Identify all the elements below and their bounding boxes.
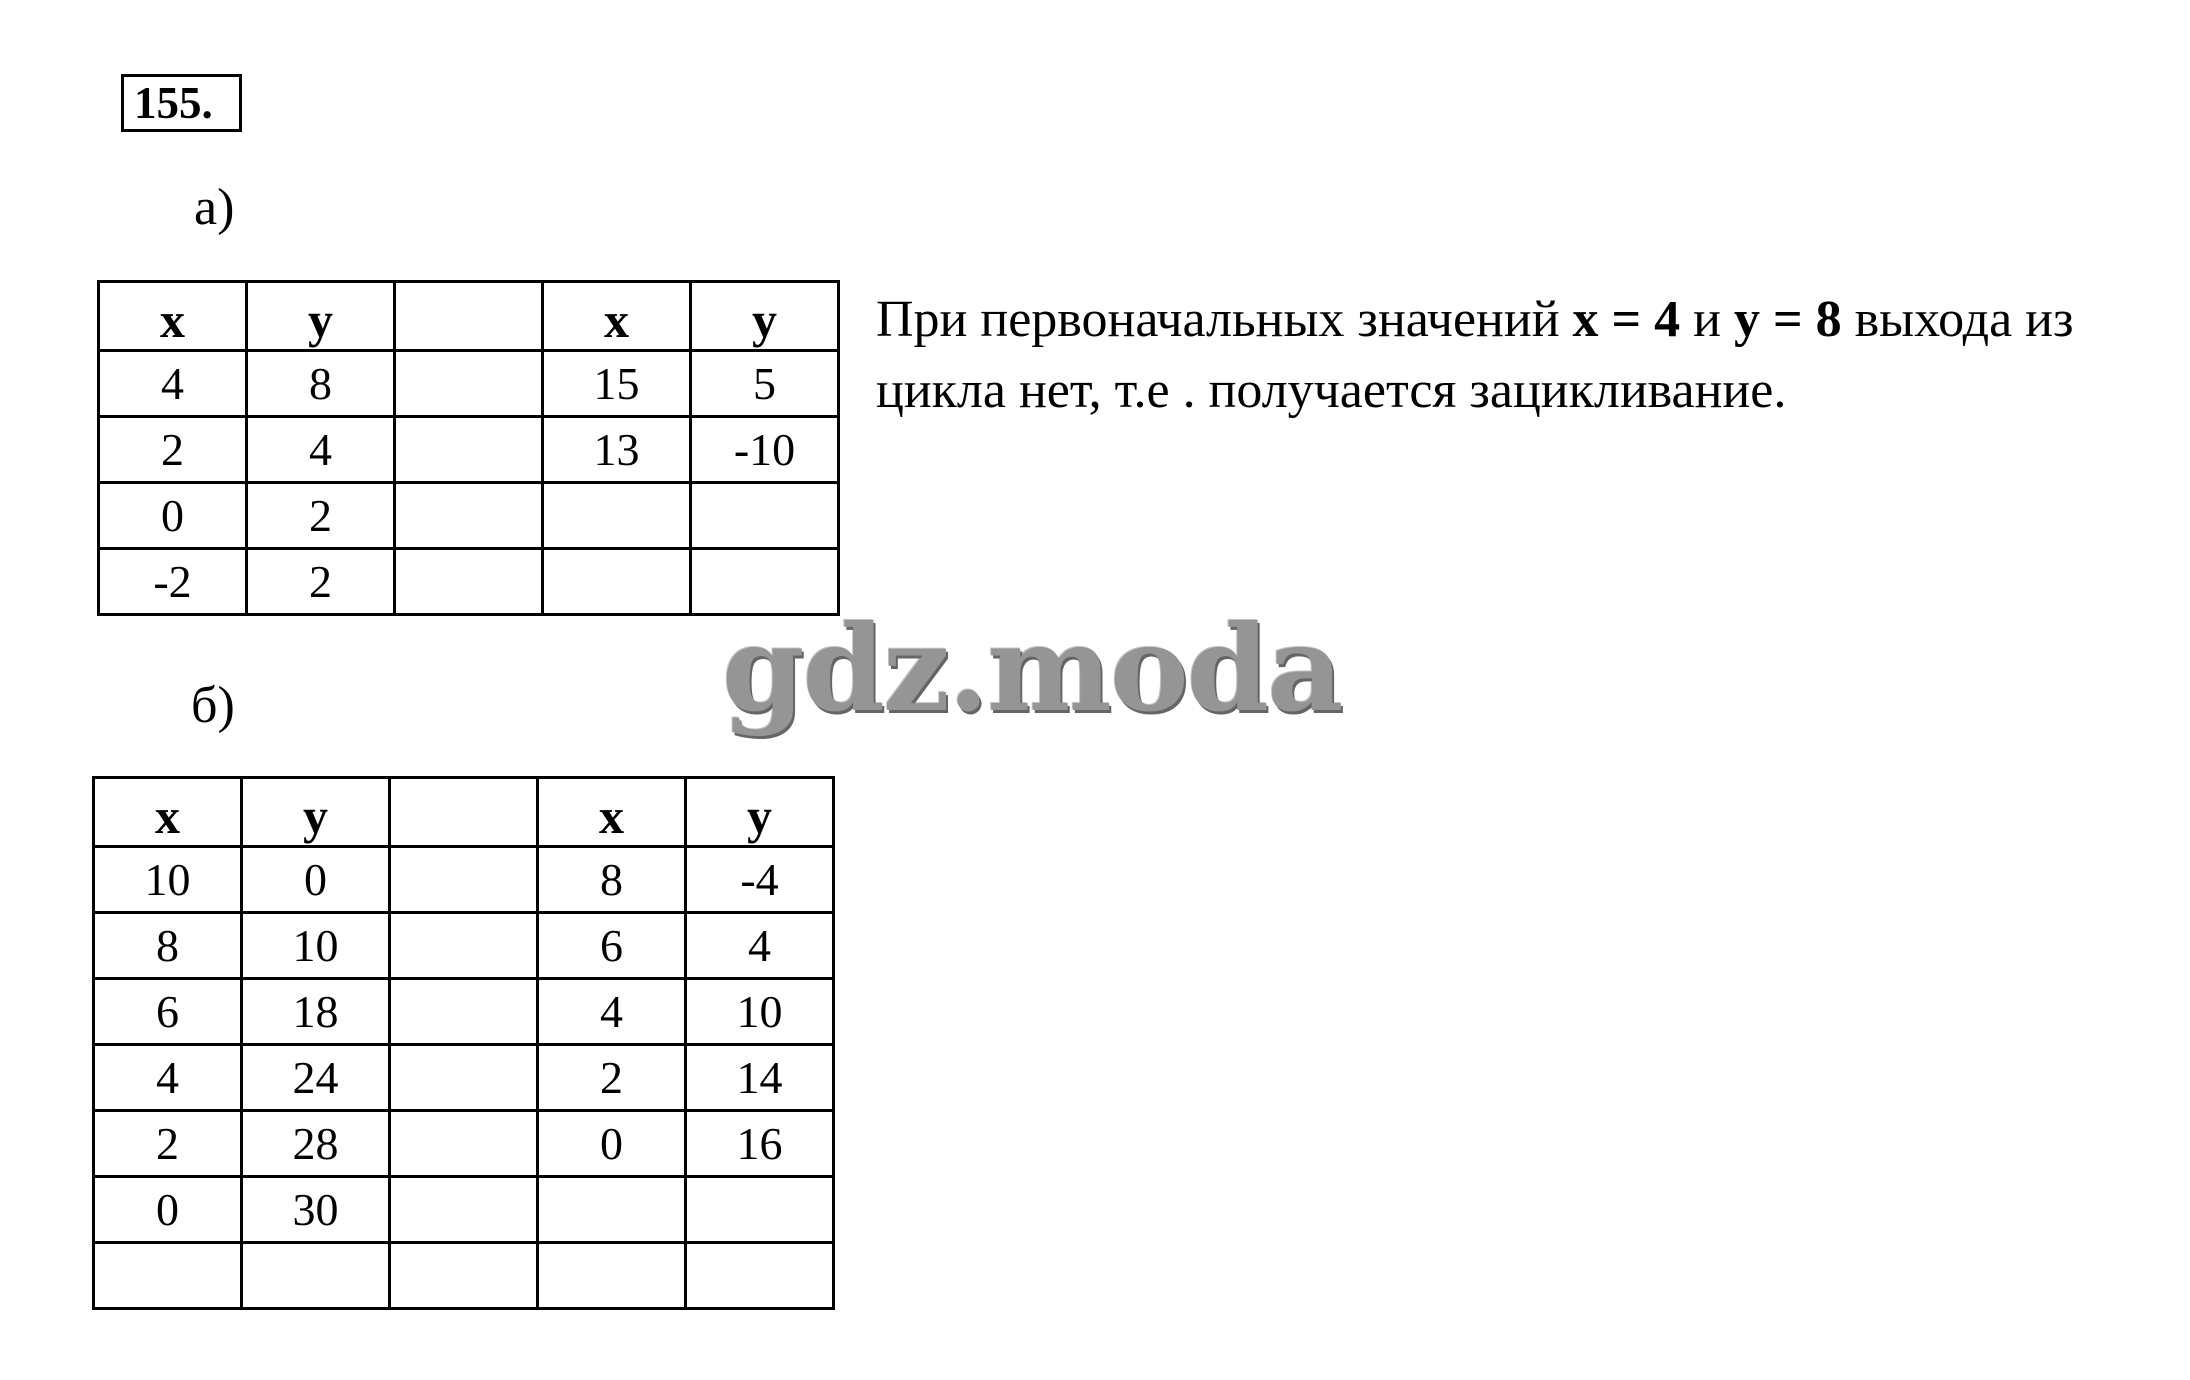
table-row (99, 351, 839, 417)
table-cell: 0 (242, 847, 390, 913)
part-b-label: б) (191, 677, 235, 734)
table-cell: 5 (691, 351, 839, 417)
table-row (94, 1045, 834, 1111)
table-cell (390, 847, 538, 913)
table-row (94, 1243, 834, 1309)
header-cell: x (538, 778, 686, 847)
table-cell (390, 1177, 538, 1243)
table-cell: 18 (242, 979, 390, 1045)
table-cell (390, 1243, 538, 1309)
table-row (94, 913, 834, 979)
table-cell (543, 483, 691, 549)
table-cell: 30 (242, 1177, 390, 1243)
table-cell (538, 1177, 686, 1243)
table-row (99, 417, 839, 483)
table-cell (395, 417, 543, 483)
header-cell: x (99, 282, 247, 351)
table-cell: -4 (686, 847, 834, 913)
table-cell (686, 1177, 834, 1243)
header-cell: x (543, 282, 691, 351)
header-cell: x (94, 778, 242, 847)
table-cell (242, 1243, 390, 1309)
table-header-row (99, 282, 839, 351)
table-cell (395, 351, 543, 417)
table-cell: 24 (242, 1045, 390, 1111)
table-cell (390, 1045, 538, 1111)
table-cell: 4 (538, 979, 686, 1045)
note-text: При первоначальных значений (876, 291, 1573, 348)
table-row (99, 483, 839, 549)
table-row (94, 979, 834, 1045)
watermark-logo: gdz.moda (722, 599, 1342, 738)
table-header-row (94, 778, 834, 847)
table-cell: 8 (94, 913, 242, 979)
table-cell: 28 (242, 1111, 390, 1177)
trace-table-b (92, 776, 835, 1310)
table-cell (538, 1243, 686, 1309)
table-cell: 2 (99, 417, 247, 483)
table-cell: 16 (686, 1111, 834, 1177)
part-a-explanation (876, 284, 2096, 426)
table-cell: 4 (686, 913, 834, 979)
header-cell: y (691, 282, 839, 351)
table-cell: -2 (99, 549, 247, 615)
task-number-box: 155. (121, 74, 242, 132)
table-cell: 0 (538, 1111, 686, 1177)
table-cell: 6 (538, 913, 686, 979)
trace-table-a (97, 280, 840, 616)
table-cell: 4 (99, 351, 247, 417)
table-row (94, 1177, 834, 1243)
table-cell (686, 1243, 834, 1309)
table-cell: 14 (686, 1045, 834, 1111)
table-cell (543, 549, 691, 615)
table-cell: 2 (538, 1045, 686, 1111)
table-cell (691, 483, 839, 549)
table-cell: 10 (686, 979, 834, 1045)
table-cell: 2 (94, 1111, 242, 1177)
table-cell: 15 (543, 351, 691, 417)
table-cell: 8 (247, 351, 395, 417)
table-cell: 2 (247, 549, 395, 615)
table-cell (395, 549, 543, 615)
table-cell: 4 (94, 1045, 242, 1111)
note-text: выхода из цикла нет, т.е . получается зацикливание. (876, 291, 2074, 419)
table-cell: 0 (94, 1177, 242, 1243)
table-cell: 10 (94, 847, 242, 913)
table-cell: 6 (94, 979, 242, 1045)
table-cell: 8 (538, 847, 686, 913)
header-cell (390, 778, 538, 847)
note-bold-y: y = 8 (1733, 291, 1842, 348)
note-text: и (1680, 291, 1734, 348)
table-cell: 4 (247, 417, 395, 483)
table-cell: 0 (99, 483, 247, 549)
header-cell: y (247, 282, 395, 351)
table-cell (390, 979, 538, 1045)
table-row (94, 1111, 834, 1177)
note-bold-x: x = 4 (1572, 291, 1681, 348)
table-cell (94, 1243, 242, 1309)
header-cell (395, 282, 543, 351)
table-row (94, 847, 834, 913)
table-cell: 10 (242, 913, 390, 979)
table-cell (390, 913, 538, 979)
part-a-label: а) (194, 179, 235, 236)
table-cell (395, 483, 543, 549)
table-cell: -10 (691, 417, 839, 483)
header-cell: y (242, 778, 390, 847)
table-cell: 2 (247, 483, 395, 549)
header-cell: y (686, 778, 834, 847)
table-cell: 13 (543, 417, 691, 483)
table-cell (390, 1111, 538, 1177)
